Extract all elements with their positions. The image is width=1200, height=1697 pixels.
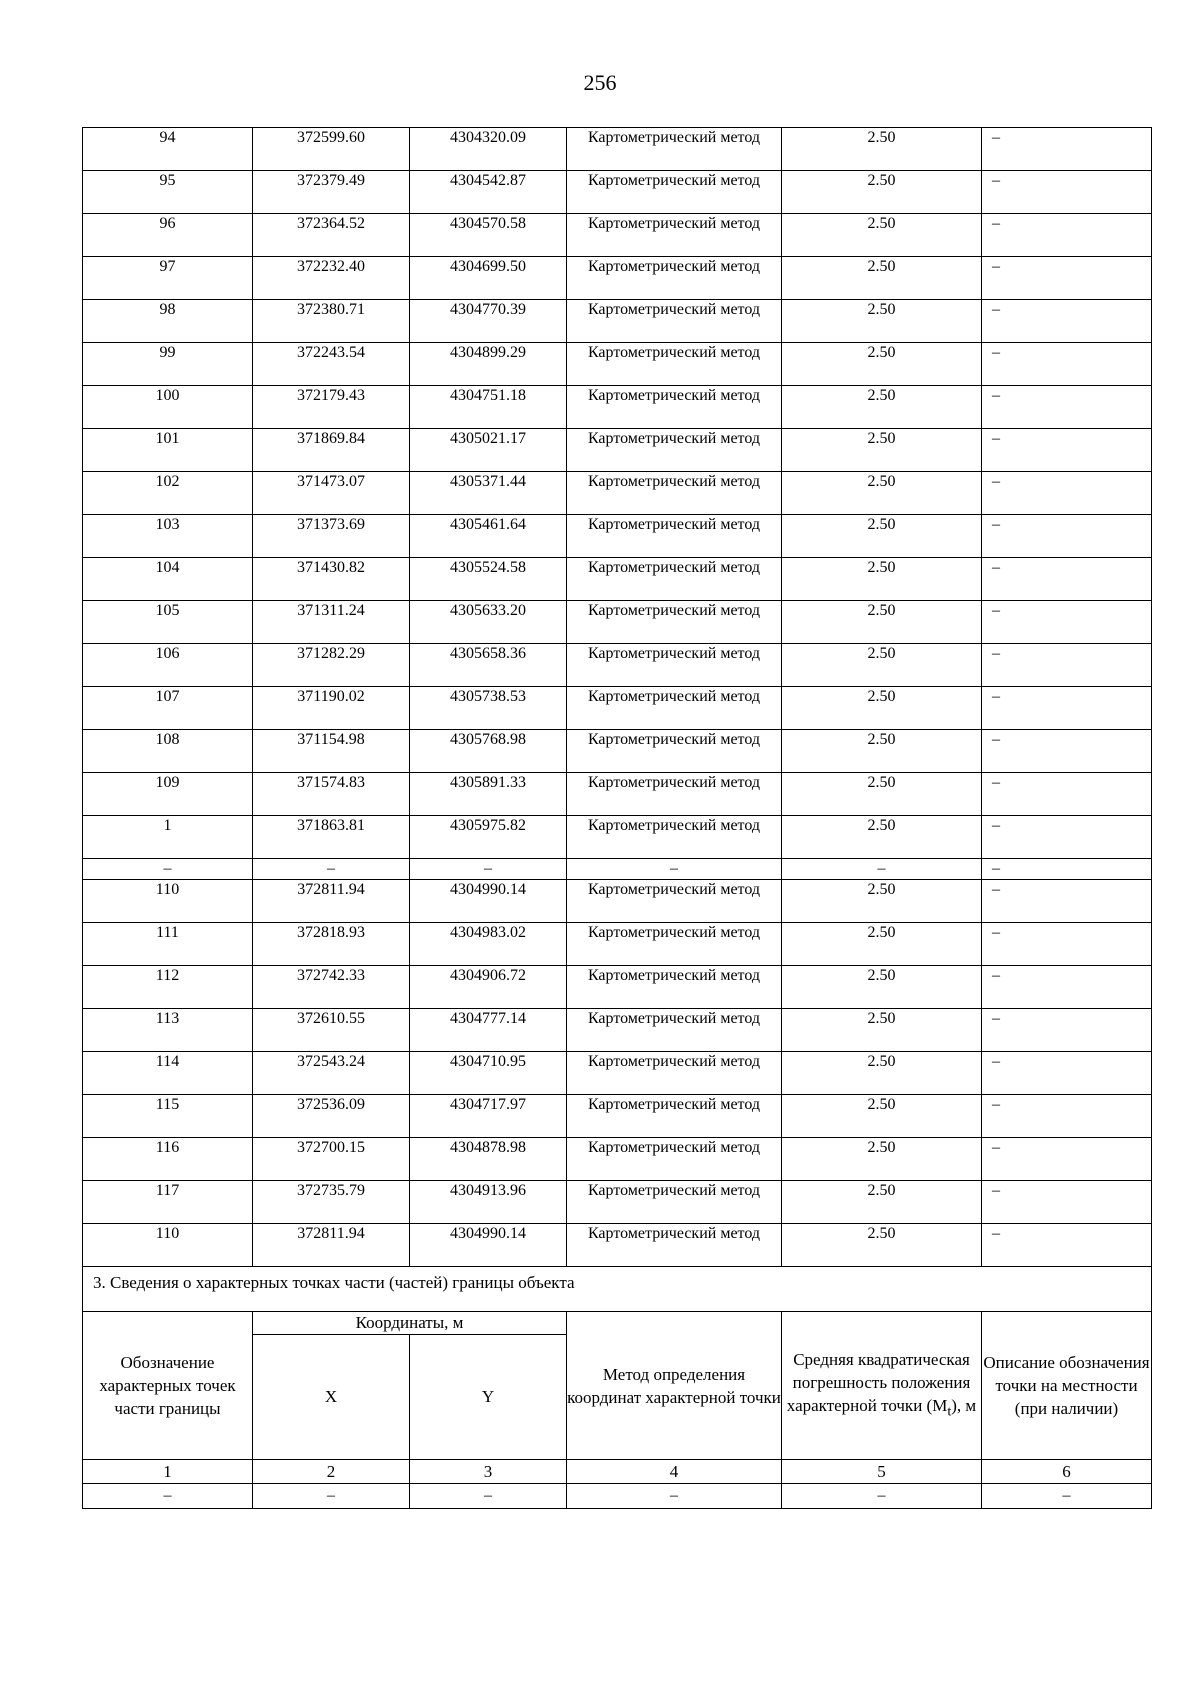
cell-point-id: 100 (83, 386, 253, 429)
cell-point-id: 99 (83, 343, 253, 386)
cell-description: – (982, 429, 1152, 472)
cell-error: 2.50 (782, 128, 982, 171)
empty-row (83, 1484, 1152, 1509)
cell-error: 2.50 (782, 880, 982, 923)
header-point-designation: Обозначение характерных точек части границы (83, 1312, 253, 1460)
cell-method: Картометрический метод (567, 1052, 782, 1095)
cell-method: Картометрический метод (567, 1224, 782, 1267)
cell-point-id: 1 (83, 816, 253, 859)
cell-description: – (982, 730, 1152, 773)
cell-error: 2.50 (782, 966, 982, 1009)
cell-description: – (982, 1009, 1152, 1052)
page-number: 256 (583, 70, 617, 95)
cell-x: 372735.79 (253, 1181, 410, 1224)
cell-method: Картометрический метод (567, 1138, 782, 1181)
empty-cell: – (567, 1484, 782, 1509)
cell-x: 371154.98 (253, 730, 410, 773)
cell-method: Картометрический метод (567, 687, 782, 730)
table-row (83, 687, 1152, 730)
header-coordinates: Координаты, м (253, 1312, 567, 1335)
cell-description: – (982, 773, 1152, 816)
empty-cell: – (782, 1484, 982, 1509)
header-error-text: Средняя квадратическая погрешность положения характерной точки (M (786, 1349, 971, 1415)
cell-description: – (982, 923, 1152, 966)
cell-description: – (982, 1181, 1152, 1224)
cell-description: – (982, 859, 1152, 880)
cell-x: 372232.40 (253, 257, 410, 300)
cell-point-id: 108 (83, 730, 253, 773)
cell-x: 372610.55 (253, 1009, 410, 1052)
cell-point-id: 96 (83, 214, 253, 257)
table-row (83, 966, 1152, 1009)
cell-method: Картометрический метод (567, 343, 782, 386)
cell-method: Картометрический метод (567, 300, 782, 343)
cell-y: 4305524.58 (410, 558, 567, 601)
table-row (83, 1138, 1152, 1181)
cell-method: Картометрический метод (567, 730, 782, 773)
cell-description: – (982, 472, 1152, 515)
cell-error: 2.50 (782, 171, 982, 214)
cell-method: Картометрический метод (567, 214, 782, 257)
cell-x: 372811.94 (253, 880, 410, 923)
cell-error: 2.50 (782, 472, 982, 515)
table-row (83, 343, 1152, 386)
cell-y: 4304878.98 (410, 1138, 567, 1181)
cell-y: 4305738.53 (410, 687, 567, 730)
cell-y: 4305633.20 (410, 601, 567, 644)
empty-cell: – (982, 1484, 1152, 1509)
cell-x: 372243.54 (253, 343, 410, 386)
cell-point-id: 116 (83, 1138, 253, 1181)
cell-error: 2.50 (782, 687, 982, 730)
cell-point-id: 97 (83, 257, 253, 300)
table-row (83, 730, 1152, 773)
cell-x: 371574.83 (253, 773, 410, 816)
cell-error: 2.50 (782, 257, 982, 300)
table-row (83, 1095, 1152, 1138)
cell-method: Картометрический метод (567, 128, 782, 171)
cell-method: Картометрический метод (567, 429, 782, 472)
cell-y: 4305891.33 (410, 773, 567, 816)
cell-error: 2.50 (782, 558, 982, 601)
cell-x: 372536.09 (253, 1095, 410, 1138)
cell-method: – (567, 859, 782, 880)
cell-error: 2.50 (782, 214, 982, 257)
cell-method: Картометрический метод (567, 1009, 782, 1052)
cell-description: – (982, 343, 1152, 386)
cell-point-id: 101 (83, 429, 253, 472)
cell-method: Картометрический метод (567, 966, 782, 1009)
cell-error: 2.50 (782, 923, 982, 966)
cell-y: 4305371.44 (410, 472, 567, 515)
cell-method: Картометрический метод (567, 1181, 782, 1224)
cell-method: Картометрический метод (567, 644, 782, 687)
column-number: 4 (567, 1460, 782, 1484)
cell-y: 4305461.64 (410, 515, 567, 558)
cell-x: 371311.24 (253, 601, 410, 644)
cell-x: 371430.82 (253, 558, 410, 601)
cell-y: 4304320.09 (410, 128, 567, 171)
table-row (83, 515, 1152, 558)
cell-method: Картометрический метод (567, 601, 782, 644)
cell-point-id: 95 (83, 171, 253, 214)
cell-y: 4305658.36 (410, 644, 567, 687)
header-error-unit: ), м (951, 1395, 977, 1415)
cell-x: – (253, 859, 410, 880)
cell-x: 372818.93 (253, 923, 410, 966)
cell-method: Картометрический метод (567, 257, 782, 300)
cell-y: 4304770.39 (410, 300, 567, 343)
cell-description: – (982, 601, 1152, 644)
cell-method: Картометрический метод (567, 558, 782, 601)
column-number: 6 (982, 1460, 1152, 1484)
cell-x: 372364.52 (253, 214, 410, 257)
cell-y: 4304542.87 (410, 171, 567, 214)
cell-error: 2.50 (782, 300, 982, 343)
cell-y: 4304710.95 (410, 1052, 567, 1095)
coordinates-table (82, 127, 1152, 1509)
cell-description: – (982, 257, 1152, 300)
cell-point-id: 112 (83, 966, 253, 1009)
cell-y: 4304899.29 (410, 343, 567, 386)
cell-method: Картометрический метод (567, 773, 782, 816)
cell-point-id: 110 (83, 1224, 253, 1267)
cell-point-id: 102 (83, 472, 253, 515)
cell-x: 371869.84 (253, 429, 410, 472)
cell-error: 2.50 (782, 1138, 982, 1181)
section-3 (83, 1267, 1152, 1509)
column-number: 2 (253, 1460, 410, 1484)
cell-y: 4304983.02 (410, 923, 567, 966)
cell-x: 372543.24 (253, 1052, 410, 1095)
empty-cell: – (253, 1484, 410, 1509)
table-row (83, 472, 1152, 515)
cell-error: 2.50 (782, 1224, 982, 1267)
cell-x: 372380.71 (253, 300, 410, 343)
points-table-body (83, 128, 1152, 1267)
cell-description: – (982, 515, 1152, 558)
cell-x: 372700.15 (253, 1138, 410, 1181)
cell-x: 371282.29 (253, 644, 410, 687)
cell-y: 4304990.14 (410, 1224, 567, 1267)
table-row (83, 859, 1152, 880)
cell-x: 371190.02 (253, 687, 410, 730)
cell-error: 2.50 (782, 1181, 982, 1224)
table-row (83, 601, 1152, 644)
cell-y: 4304570.58 (410, 214, 567, 257)
cell-point-id: 114 (83, 1052, 253, 1095)
cell-method: Картометрический метод (567, 1095, 782, 1138)
cell-y: 4305021.17 (410, 429, 567, 472)
header-description: Описание обозначения точки на местности (при наличии) (982, 1312, 1152, 1460)
cell-description: – (982, 687, 1152, 730)
cell-point-id: 109 (83, 773, 253, 816)
table-row (83, 1224, 1152, 1267)
cell-point-id: 117 (83, 1181, 253, 1224)
cell-y: – (410, 859, 567, 880)
cell-method: Картометрический метод (567, 923, 782, 966)
cell-method: Картометрический метод (567, 816, 782, 859)
cell-description: – (982, 1095, 1152, 1138)
cell-method: Картометрический метод (567, 171, 782, 214)
cell-y: 4304990.14 (410, 880, 567, 923)
empty-cell: – (83, 1484, 253, 1509)
column-number: 5 (782, 1460, 982, 1484)
cell-x: 372811.94 (253, 1224, 410, 1267)
table-row (83, 1009, 1152, 1052)
cell-x: 371473.07 (253, 472, 410, 515)
cell-y: 4304906.72 (410, 966, 567, 1009)
header-error-subscript: t (947, 1403, 952, 1420)
table-row (83, 644, 1152, 687)
cell-description: – (982, 816, 1152, 859)
cell-error: 2.50 (782, 515, 982, 558)
cell-error: 2.50 (782, 1052, 982, 1095)
cell-y: 4304699.50 (410, 257, 567, 300)
cell-error: 2.50 (782, 730, 982, 773)
cell-method: Картометрический метод (567, 515, 782, 558)
cell-description: – (982, 966, 1152, 1009)
empty-cell: – (410, 1484, 567, 1509)
cell-description: – (982, 300, 1152, 343)
table-row (83, 816, 1152, 859)
cell-point-id: 98 (83, 300, 253, 343)
cell-error: 2.50 (782, 816, 982, 859)
cell-point-id: 107 (83, 687, 253, 730)
cell-point-id: 113 (83, 1009, 253, 1052)
cell-point-id: 103 (83, 515, 253, 558)
cell-point-id: 111 (83, 923, 253, 966)
column-number: 1 (83, 1460, 253, 1484)
cell-point-id: 115 (83, 1095, 253, 1138)
cell-method: Картометрический метод (567, 880, 782, 923)
table-row (83, 429, 1152, 472)
cell-description: – (982, 1052, 1152, 1095)
cell-error: 2.50 (782, 773, 982, 816)
table-row (83, 1181, 1152, 1224)
cell-description: – (982, 558, 1152, 601)
cell-x: 372179.43 (253, 386, 410, 429)
table-row (83, 1052, 1152, 1095)
cell-description: – (982, 1224, 1152, 1267)
cell-y: 4305768.98 (410, 730, 567, 773)
cell-error: 2.50 (782, 1009, 982, 1052)
table-row (83, 171, 1152, 214)
header-error (782, 1312, 982, 1460)
cell-y: 4304913.96 (410, 1181, 567, 1224)
table-row (83, 214, 1152, 257)
cell-y: 4304751.18 (410, 386, 567, 429)
header-x: X (253, 1335, 410, 1460)
table-row (83, 880, 1152, 923)
cell-error: 2.50 (782, 601, 982, 644)
table-row (83, 300, 1152, 343)
cell-x: 371373.69 (253, 515, 410, 558)
cell-y: 4304777.14 (410, 1009, 567, 1052)
cell-error: 2.50 (782, 386, 982, 429)
cell-description: – (982, 644, 1152, 687)
cell-y: 4304717.97 (410, 1095, 567, 1138)
cell-description: – (982, 171, 1152, 214)
cell-point-id: – (83, 859, 253, 880)
header-method: Метод определения координат характерной точки (567, 1312, 782, 1460)
cell-description: – (982, 880, 1152, 923)
cell-point-id: 106 (83, 644, 253, 687)
cell-error: 2.50 (782, 429, 982, 472)
table-row (83, 128, 1152, 171)
cell-description: – (982, 214, 1152, 257)
cell-description: – (982, 386, 1152, 429)
cell-error: 2.50 (782, 1095, 982, 1138)
cell-error: 2.50 (782, 644, 982, 687)
cell-error: – (782, 859, 982, 880)
cell-x: 372379.49 (253, 171, 410, 214)
column-number: 3 (410, 1460, 567, 1484)
cell-point-id: 104 (83, 558, 253, 601)
cell-error: 2.50 (782, 343, 982, 386)
cell-point-id: 110 (83, 880, 253, 923)
cell-x: 372742.33 (253, 966, 410, 1009)
header-y: Y (410, 1335, 567, 1460)
cell-point-id: 94 (83, 128, 253, 171)
table-row (83, 558, 1152, 601)
cell-method: Картометрический метод (567, 386, 782, 429)
section-3-title: 3. Сведения о характерных точках части (частей) границы объекта (83, 1267, 1152, 1312)
cell-y: 4305975.82 (410, 816, 567, 859)
cell-method: Картометрический метод (567, 472, 782, 515)
cell-description: – (982, 1138, 1152, 1181)
column-numbers-row (83, 1460, 1152, 1484)
table-row (83, 773, 1152, 816)
table-row (83, 257, 1152, 300)
cell-x: 372599.60 (253, 128, 410, 171)
table-row (83, 386, 1152, 429)
cell-description: – (982, 128, 1152, 171)
table-row (83, 923, 1152, 966)
cell-point-id: 105 (83, 601, 253, 644)
cell-x: 371863.81 (253, 816, 410, 859)
